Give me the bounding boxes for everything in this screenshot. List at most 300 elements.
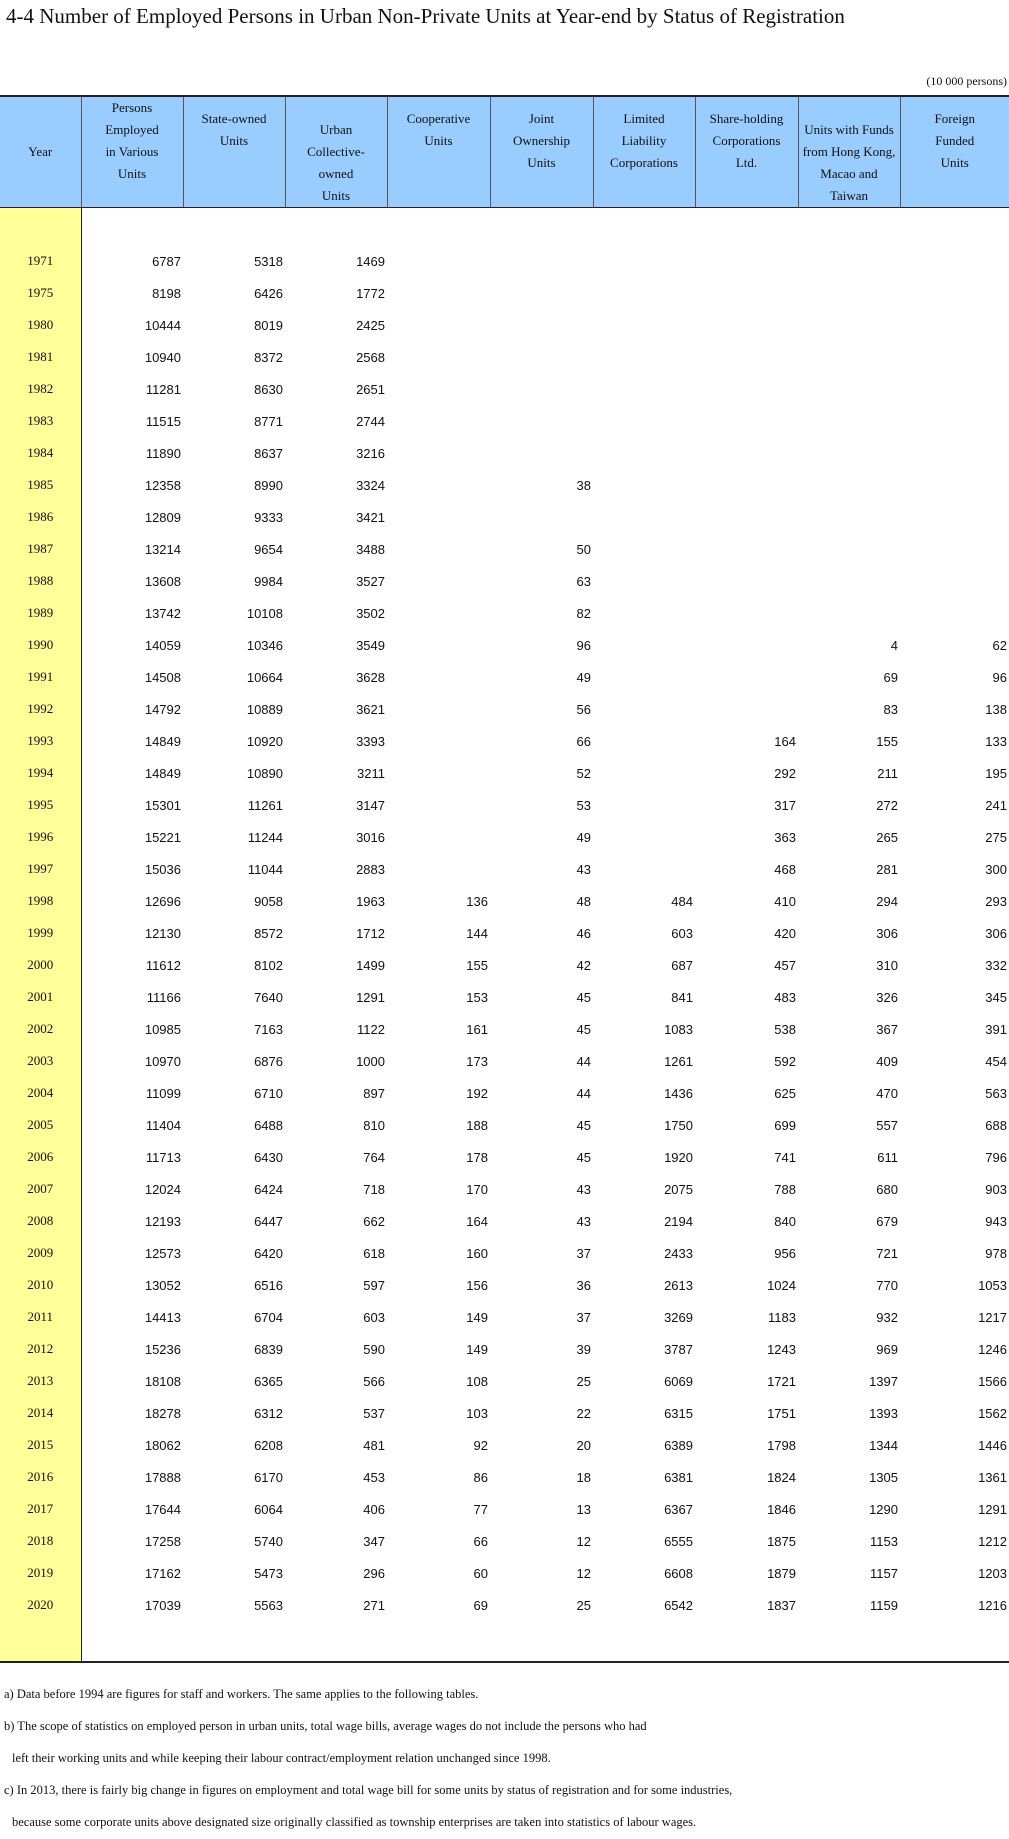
- spacer-cell: [593, 1621, 695, 1662]
- cell-joint-ownership: 43: [576, 1213, 591, 1229]
- cell-hk-macao-taiwan: 306: [876, 925, 898, 941]
- cell-state-owned: 11044: [247, 861, 283, 877]
- table-title: 4-4 Number of Employed Persons in Urban Non-Private Units at Year-end by Status of Registration: [6, 4, 845, 28]
- spacer-cell: [81, 1621, 183, 1662]
- cell-cooperative: 170: [466, 1181, 488, 1197]
- cell-state-owned: 8771: [254, 413, 283, 429]
- cell-state-owned: 5318: [254, 253, 283, 269]
- cell-share-holding: [695, 245, 798, 277]
- cell-limited-liability: 687: [671, 957, 693, 973]
- cell-collective: 1772: [356, 285, 385, 301]
- cell-hk-macao-taiwan: [798, 565, 900, 597]
- cell-collective: 296: [363, 1565, 385, 1581]
- table-row: [0, 565, 1009, 597]
- cell-foreign-funded: 332: [985, 957, 1007, 973]
- cell-collective: 597: [363, 1277, 385, 1293]
- cell-cooperative: 66: [473, 1533, 488, 1549]
- cell-foreign-funded: 1203: [978, 1565, 1007, 1581]
- cell-collective: 3016: [356, 829, 385, 845]
- cell-limited-liability: 1436: [664, 1085, 693, 1101]
- cell-year: 2017: [0, 1493, 81, 1525]
- cell-limited-liability: [593, 341, 695, 373]
- cell-hk-macao-taiwan: 155: [876, 733, 898, 749]
- cell-share-holding: 1024: [767, 1277, 796, 1293]
- cell-hk-macao-taiwan: 969: [876, 1341, 898, 1357]
- cell-cooperative: 155: [466, 957, 488, 973]
- cell-year: 2013: [0, 1365, 81, 1397]
- cell-foreign-funded: [900, 309, 1009, 341]
- spacer-cell: [285, 1621, 387, 1662]
- table-row: [0, 917, 1009, 949]
- cell-joint-ownership: [490, 277, 593, 309]
- cell-cooperative: 136: [466, 893, 488, 909]
- cell-collective: 537: [363, 1405, 385, 1421]
- cell-limited-liability: [593, 661, 695, 693]
- cell-share-holding: [695, 693, 798, 725]
- cell-cooperative: 92: [473, 1437, 488, 1453]
- cell-share-holding: [695, 341, 798, 373]
- cell-year: 1986: [0, 501, 81, 533]
- cell-foreign-funded: [900, 437, 1009, 469]
- cell-total: 18108: [144, 1373, 181, 1389]
- cell-cooperative: [387, 469, 490, 501]
- cell-foreign-funded: 391: [985, 1021, 1007, 1037]
- spacer-cell: [490, 208, 593, 246]
- cell-foreign-funded: 293: [985, 893, 1007, 909]
- cell-limited-liability: 6367: [664, 1501, 693, 1517]
- cell-share-holding: [695, 437, 798, 469]
- cell-foreign-funded: 275: [985, 829, 1007, 845]
- spacer-cell: [0, 1621, 81, 1662]
- cell-state-owned: 8990: [254, 477, 283, 493]
- cell-state-owned: 10346: [246, 637, 283, 653]
- cell-cooperative: [387, 757, 490, 789]
- cell-limited-liability: 6315: [664, 1405, 693, 1421]
- cell-year: 2011: [0, 1301, 81, 1333]
- table-row: [0, 981, 1009, 1013]
- cell-hk-macao-taiwan: 83: [883, 701, 898, 717]
- header-state-owned: State-owned Units: [183, 96, 285, 208]
- cell-foreign-funded: [900, 533, 1009, 565]
- cell-collective: 2744: [356, 413, 385, 429]
- cell-limited-liability: 6389: [664, 1437, 693, 1453]
- table-row: [0, 341, 1009, 373]
- cell-joint-ownership: 53: [576, 797, 591, 813]
- cell-limited-liability: [593, 533, 695, 565]
- cell-hk-macao-taiwan: 1305: [869, 1469, 898, 1485]
- cell-foreign-funded: 138: [985, 701, 1007, 717]
- cell-state-owned: 10890: [246, 765, 283, 781]
- cell-total: 11890: [145, 445, 181, 461]
- cell-hk-macao-taiwan: [798, 437, 900, 469]
- cell-share-holding: 164: [774, 733, 796, 749]
- table-row: [0, 1141, 1009, 1173]
- cell-hk-macao-taiwan: 1153: [870, 1533, 898, 1549]
- header-foreign-funded: Foreign Funded Units: [900, 96, 1009, 208]
- cell-hk-macao-taiwan: 721: [876, 1245, 898, 1261]
- cell-foreign-funded: 1361: [978, 1469, 1007, 1485]
- cell-share-holding: 592: [774, 1053, 796, 1069]
- cell-foreign-funded: [900, 565, 1009, 597]
- cell-collective: 2425: [356, 317, 385, 333]
- cell-year: 1992: [0, 693, 81, 725]
- cell-state-owned: 6365: [254, 1373, 283, 1389]
- cell-cooperative: [387, 661, 490, 693]
- cell-limited-liability: 2075: [664, 1181, 693, 1197]
- cell-joint-ownership: 96: [576, 637, 591, 653]
- cell-hk-macao-taiwan: 470: [876, 1085, 898, 1101]
- cell-collective: 603: [363, 1309, 385, 1325]
- cell-hk-macao-taiwan: [798, 373, 900, 405]
- cell-foreign-funded: 300: [985, 861, 1007, 877]
- cell-year: 2006: [0, 1141, 81, 1173]
- cell-collective: 1469: [356, 253, 385, 269]
- cell-limited-liability: 3269: [664, 1309, 693, 1325]
- cell-joint-ownership: 43: [576, 1181, 591, 1197]
- cell-total: 6787: [152, 253, 181, 269]
- table-row: [0, 405, 1009, 437]
- cell-joint-ownership: 39: [576, 1341, 591, 1357]
- cell-foreign-funded: 62: [992, 637, 1007, 653]
- table-row: [0, 469, 1009, 501]
- cell-year: 1971: [0, 245, 81, 277]
- cell-limited-liability: 1920: [664, 1149, 693, 1165]
- table-row: [0, 501, 1009, 533]
- table-row: [0, 309, 1009, 341]
- table-row: [0, 1429, 1009, 1461]
- cell-joint-ownership: 36: [576, 1277, 591, 1293]
- table-row: [0, 1205, 1009, 1237]
- cell-hk-macao-taiwan: 680: [876, 1181, 898, 1197]
- cell-limited-liability: 2613: [664, 1277, 693, 1293]
- cell-year: 2003: [0, 1045, 81, 1077]
- spacer-cell: [0, 208, 81, 246]
- cell-hk-macao-taiwan: 557: [876, 1117, 898, 1133]
- cell-state-owned: 5473: [254, 1565, 283, 1581]
- cell-total: 14792: [144, 701, 181, 717]
- cell-share-holding: [695, 565, 798, 597]
- cell-state-owned: 6516: [254, 1277, 283, 1293]
- cell-year: 1997: [0, 853, 81, 885]
- cell-joint-ownership: 12: [576, 1533, 591, 1549]
- cell-limited-liability: 6542: [664, 1597, 693, 1613]
- cell-limited-liability: [593, 757, 695, 789]
- cell-total: 14508: [144, 669, 181, 685]
- cell-collective: 1712: [356, 925, 385, 941]
- cell-collective: 481: [363, 1437, 385, 1453]
- cell-collective: 3147: [356, 797, 385, 813]
- cell-joint-ownership: [490, 437, 593, 469]
- cell-year: 1996: [0, 821, 81, 853]
- cell-year: 2014: [0, 1397, 81, 1429]
- cell-total: 12130: [144, 925, 181, 941]
- cell-cooperative: 69: [473, 1597, 488, 1613]
- cell-joint-ownership: [490, 501, 593, 533]
- cell-joint-ownership: 20: [576, 1437, 591, 1453]
- cell-cooperative: 161: [466, 1021, 488, 1037]
- footnote-b: b) The scope of statistics on employed person in urban units, total wage bills, average wages do not include the persons who had: [4, 1719, 647, 1733]
- cell-total: 11612: [145, 957, 181, 973]
- cell-share-holding: 483: [774, 989, 796, 1005]
- cell-collective: 2651: [356, 381, 385, 397]
- cell-collective: 3324: [356, 477, 385, 493]
- cell-total: 17039: [144, 1597, 181, 1613]
- table-row: [0, 1365, 1009, 1397]
- cell-limited-liability: [593, 725, 695, 757]
- cell-year: 2012: [0, 1333, 81, 1365]
- cell-share-holding: [695, 533, 798, 565]
- header-year: Year: [0, 96, 81, 208]
- cell-state-owned: 9654: [254, 541, 283, 557]
- cell-total: 12696: [144, 893, 181, 909]
- cell-hk-macao-taiwan: [798, 245, 900, 277]
- cell-foreign-funded: [900, 373, 1009, 405]
- cell-total: 15221: [144, 829, 181, 845]
- cell-collective: 1499: [356, 957, 385, 973]
- cell-share-holding: 1837: [767, 1597, 796, 1613]
- cell-total: 11099: [145, 1085, 181, 1101]
- cell-state-owned: 6488: [254, 1117, 283, 1133]
- cell-joint-ownership: 37: [576, 1309, 591, 1325]
- cell-joint-ownership: 12: [576, 1565, 591, 1581]
- cell-total: 17162: [144, 1565, 181, 1581]
- cell-hk-macao-taiwan: [798, 405, 900, 437]
- cell-state-owned: 6312: [254, 1405, 283, 1421]
- cell-hk-macao-taiwan: 1344: [869, 1437, 898, 1453]
- cell-cooperative: [387, 277, 490, 309]
- cell-collective: 662: [363, 1213, 385, 1229]
- cell-limited-liability: 3787: [664, 1341, 693, 1357]
- header-row: [0, 96, 1009, 208]
- cell-hk-macao-taiwan: [798, 309, 900, 341]
- cell-total: 11404: [145, 1117, 181, 1133]
- cell-collective: 347: [363, 1533, 385, 1549]
- cell-share-holding: 1183: [768, 1309, 796, 1325]
- cell-cooperative: 149: [466, 1309, 488, 1325]
- cell-year: 2016: [0, 1461, 81, 1493]
- cell-hk-macao-taiwan: 294: [876, 893, 898, 909]
- cell-joint-ownership: 48: [576, 893, 591, 909]
- cell-state-owned: 5563: [254, 1597, 283, 1613]
- cell-cooperative: 173: [466, 1053, 488, 1069]
- cell-cooperative: 192: [466, 1085, 488, 1101]
- cell-foreign-funded: 306: [985, 925, 1007, 941]
- table-row: [0, 1397, 1009, 1429]
- cell-state-owned: 8637: [254, 445, 283, 461]
- table-row: [0, 277, 1009, 309]
- cell-limited-liability: 6381: [664, 1469, 693, 1485]
- cell-hk-macao-taiwan: 1393: [869, 1405, 898, 1421]
- cell-total: 15036: [144, 861, 181, 877]
- cell-state-owned: 9058: [254, 893, 283, 909]
- cell-limited-liability: [593, 853, 695, 885]
- cell-hk-macao-taiwan: 272: [876, 797, 898, 813]
- cell-state-owned: 6447: [254, 1213, 283, 1229]
- cell-total: 12193: [144, 1213, 181, 1229]
- table-row: [0, 949, 1009, 981]
- cell-state-owned: 6064: [254, 1501, 283, 1517]
- table-body: [0, 208, 1009, 1663]
- table-row: [0, 789, 1009, 821]
- cell-total: 13214: [144, 541, 181, 557]
- cell-state-owned: 8019: [254, 317, 283, 333]
- cell-total: 15236: [144, 1341, 181, 1357]
- cell-state-owned: 10920: [246, 733, 283, 749]
- cell-foreign-funded: 1562: [978, 1405, 1007, 1421]
- spacer-cell: [900, 1621, 1009, 1662]
- cell-joint-ownership: 50: [576, 541, 591, 557]
- cell-state-owned: 11244: [247, 829, 283, 845]
- cell-share-holding: 625: [774, 1085, 796, 1101]
- cell-state-owned: 6430: [254, 1149, 283, 1165]
- cell-cooperative: 86: [473, 1469, 488, 1485]
- cell-hk-macao-taiwan: [798, 469, 900, 501]
- cell-state-owned: 11261: [247, 797, 283, 813]
- cell-collective: 2568: [356, 349, 385, 365]
- cell-hk-macao-taiwan: 409: [876, 1053, 898, 1069]
- cell-foreign-funded: [900, 597, 1009, 629]
- cell-share-holding: 1243: [767, 1341, 796, 1357]
- spacer-row: [0, 208, 1009, 246]
- cell-foreign-funded: 1217: [978, 1309, 1007, 1325]
- spacer-cell: [900, 208, 1009, 246]
- cell-limited-liability: 841: [671, 989, 693, 1005]
- cell-total: 11713: [145, 1149, 181, 1165]
- cell-limited-liability: [593, 405, 695, 437]
- cell-collective: 3488: [356, 541, 385, 557]
- cell-state-owned: 6208: [254, 1437, 283, 1453]
- cell-collective: 406: [363, 1501, 385, 1517]
- cell-joint-ownership: 66: [576, 733, 591, 749]
- cell-state-owned: 6170: [254, 1469, 283, 1485]
- cell-limited-liability: [593, 565, 695, 597]
- cell-collective: 3393: [356, 733, 385, 749]
- cell-hk-macao-taiwan: 679: [876, 1213, 898, 1229]
- cell-hk-macao-taiwan: 265: [876, 829, 898, 845]
- cell-year: 1995: [0, 789, 81, 821]
- cell-total: 12573: [144, 1245, 181, 1261]
- table-row: [0, 1333, 1009, 1365]
- table-row: [0, 853, 1009, 885]
- cell-limited-liability: [593, 629, 695, 661]
- cell-total: 14849: [144, 733, 181, 749]
- cell-share-holding: 1846: [767, 1501, 796, 1517]
- cell-share-holding: 457: [774, 957, 796, 973]
- cell-hk-macao-taiwan: [798, 341, 900, 373]
- cell-hk-macao-taiwan: [798, 597, 900, 629]
- cell-collective: 1963: [356, 893, 385, 909]
- cell-hk-macao-taiwan: 1159: [870, 1597, 898, 1613]
- cell-joint-ownership: 43: [576, 861, 591, 877]
- unit-note: (10 000 persons): [926, 74, 1007, 88]
- cell-state-owned: 7163: [254, 1021, 283, 1037]
- spacer-cell: [183, 1621, 285, 1662]
- cell-foreign-funded: 96: [992, 669, 1007, 685]
- cell-total: 11515: [145, 413, 181, 429]
- cell-year: 1975: [0, 277, 81, 309]
- cell-foreign-funded: 133: [985, 733, 1007, 749]
- cell-state-owned: 10108: [246, 605, 283, 621]
- cell-state-owned: 10664: [246, 669, 283, 685]
- cell-cooperative: [387, 533, 490, 565]
- cell-total: 10970: [144, 1053, 181, 1069]
- cell-cooperative: [387, 437, 490, 469]
- cell-year: 1990: [0, 629, 81, 661]
- cell-year: 1984: [0, 437, 81, 469]
- cell-share-holding: [695, 277, 798, 309]
- cell-state-owned: 8630: [254, 381, 283, 397]
- cell-state-owned: 8572: [254, 925, 283, 941]
- cell-cooperative: 103: [466, 1405, 488, 1421]
- cell-cooperative: [387, 373, 490, 405]
- cell-year: 1998: [0, 885, 81, 917]
- cell-cooperative: 164: [466, 1213, 488, 1229]
- cell-total: 13742: [144, 605, 181, 621]
- cell-total: 8198: [152, 285, 181, 301]
- cell-hk-macao-taiwan: 770: [876, 1277, 898, 1293]
- cell-collective: 897: [363, 1085, 385, 1101]
- cell-cooperative: [387, 245, 490, 277]
- cell-limited-liability: 1261: [664, 1053, 693, 1069]
- cell-share-holding: 317: [774, 797, 796, 813]
- cell-joint-ownership: 63: [576, 573, 591, 589]
- cell-cooperative: [387, 565, 490, 597]
- cell-collective: 590: [363, 1341, 385, 1357]
- cell-cooperative: 60: [473, 1565, 488, 1581]
- cell-cooperative: [387, 693, 490, 725]
- cell-hk-macao-taiwan: 1290: [869, 1501, 898, 1517]
- cell-foreign-funded: 978: [985, 1245, 1007, 1261]
- cell-share-holding: 1824: [767, 1469, 796, 1485]
- cell-collective: 3549: [356, 637, 385, 653]
- cell-state-owned: 6710: [254, 1085, 283, 1101]
- cell-cooperative: 149: [466, 1341, 488, 1357]
- cell-joint-ownership: [490, 245, 593, 277]
- table-row: [0, 1013, 1009, 1045]
- cell-hk-macao-taiwan: 69: [883, 669, 898, 685]
- cell-share-holding: 1751: [767, 1405, 796, 1421]
- cell-foreign-funded: 796: [985, 1149, 1007, 1165]
- cell-year: 1985: [0, 469, 81, 501]
- table-row: [0, 245, 1009, 277]
- cell-state-owned: 6420: [254, 1245, 283, 1261]
- cell-cooperative: 156: [466, 1277, 488, 1293]
- cell-total: 14059: [144, 637, 181, 653]
- header-total: Persons Employed in Various Units: [81, 96, 183, 208]
- cell-foreign-funded: 345: [985, 989, 1007, 1005]
- cell-foreign-funded: 1212: [978, 1533, 1007, 1549]
- cell-collective: 2883: [356, 861, 385, 877]
- cell-cooperative: 153: [466, 989, 488, 1005]
- cell-limited-liability: [593, 373, 695, 405]
- cell-joint-ownership: [490, 405, 593, 437]
- cell-year: 2000: [0, 949, 81, 981]
- cell-year: 1989: [0, 597, 81, 629]
- cell-joint-ownership: 49: [576, 669, 591, 685]
- cell-share-holding: 840: [774, 1213, 796, 1229]
- cell-cooperative: 144: [466, 925, 488, 941]
- cell-collective: 1291: [356, 989, 385, 1005]
- cell-collective: 810: [363, 1117, 385, 1133]
- spacer-cell: [387, 208, 490, 246]
- cell-share-holding: [695, 309, 798, 341]
- cell-foreign-funded: [900, 245, 1009, 277]
- cell-year: 1999: [0, 917, 81, 949]
- cell-total: 11281: [145, 381, 181, 397]
- table-row: [0, 629, 1009, 661]
- header-hk-macao-taiwan: Units with Funds from Hong Kong, Macao and Taiwan: [798, 96, 900, 208]
- cell-year: 1988: [0, 565, 81, 597]
